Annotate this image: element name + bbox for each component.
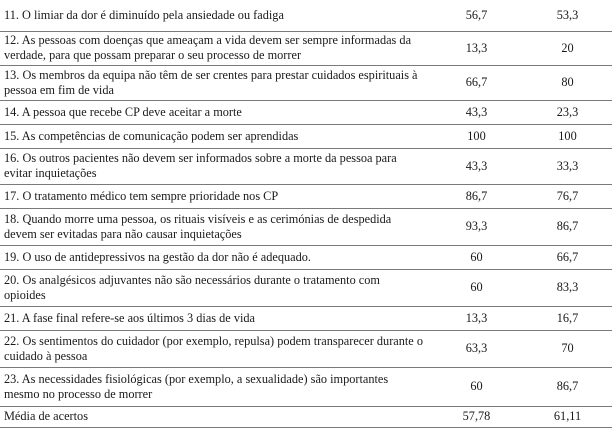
row-value-a: 60 (430, 367, 523, 406)
row-value-b: 76,7 (523, 184, 612, 208)
row-statement: 19. O uso de antidepressivos na gestão da dor não é adequado. (0, 245, 430, 269)
row-statement: 16. Os outros pacientes não devem ser informados sobre a morte da pessoa para evitar inquietações (0, 148, 430, 184)
table-row (0, 330, 612, 367)
footer-label: Média de acertos (0, 406, 430, 427)
table-row (0, 208, 612, 245)
table-row (0, 124, 612, 148)
table-row (0, 367, 612, 406)
row-statement: 14. A pessoa que recebe CP deve aceitar a morte (0, 100, 430, 124)
row-value-a: 43,3 (430, 148, 523, 184)
row-value-a: 13,3 (430, 31, 523, 65)
row-value-b: 70 (523, 330, 612, 367)
row-statement: 23. As necessidades fisiológicas (por exemplo, a sexualidade) são importantes mesmo no processo de morrer (0, 367, 430, 406)
row-value-a: 43,3 (430, 100, 523, 124)
row-value-b: 86,7 (523, 208, 612, 245)
table-row (0, 184, 612, 208)
row-value-a: 63,3 (430, 330, 523, 367)
table-row (0, 148, 612, 184)
table-row (0, 269, 612, 306)
row-statement: 17. O tratamento médico tem sempre prioridade nos CP (0, 184, 430, 208)
table-row (0, 0, 612, 31)
row-value-a: 60 (430, 269, 523, 306)
footer-value-a: 57,78 (430, 406, 523, 427)
table-row (0, 306, 612, 330)
row-statement: 22. Os sentimentos do cuidador (por exemplo, repulsa) podem transparecer durante o cuidado à pessoa (0, 330, 430, 367)
row-statement: 18. Quando morre uma pessoa, os rituais visíveis e as cerimónias de despedida devem ser evitadas para não causar inquietações (0, 208, 430, 245)
table-row (0, 65, 612, 100)
row-value-b: 66,7 (523, 245, 612, 269)
row-value-b: 80 (523, 65, 612, 100)
row-statement: 11. O limiar da dor é diminuído pela ansiedade ou fadiga (4, 7, 284, 22)
row-value-a: 60 (430, 245, 523, 269)
footer-value-b: 61,11 (523, 406, 612, 427)
table-row (0, 31, 612, 65)
row-value-b: 53,3 (556, 7, 579, 22)
table-row (0, 245, 612, 269)
row-value-a: 66,7 (430, 65, 523, 100)
row-value-a: 56,7 (465, 7, 488, 22)
row-value-a: 93,3 (430, 208, 523, 245)
row-statement: 20. Os analgésicos adjuvantes não são necessários durante o tratamento com opioides (0, 269, 430, 306)
row-statement: 13. Os membros da equipa não têm de ser crentes para prestar cuidados espirituais à pessoa em fim de vida (0, 65, 430, 100)
table-footer-row (0, 406, 612, 427)
row-statement: 21. A fase final refere-se aos últimos 3 dias de vida (0, 306, 430, 330)
row-value-a: 100 (430, 124, 523, 148)
row-value-a: 13,3 (430, 306, 523, 330)
row-value-b: 16,7 (523, 306, 612, 330)
row-value-b: 23,3 (523, 100, 612, 124)
row-value-b: 86,7 (523, 367, 612, 406)
row-value-a: 86,7 (430, 184, 523, 208)
row-statement: 12. As pessoas com doenças que ameaçam a vida devem ser sempre informadas da verdade, para que possam preparar o seu processo de morrer (0, 31, 430, 65)
row-value-b: 100 (523, 124, 612, 148)
row-statement: 15. As competências de comunicação podem ser aprendidas (0, 124, 430, 148)
row-value-b: 20 (523, 31, 612, 65)
row-value-b: 33,3 (523, 148, 612, 184)
table-row (0, 100, 612, 124)
row-value-b: 83,3 (523, 269, 612, 306)
